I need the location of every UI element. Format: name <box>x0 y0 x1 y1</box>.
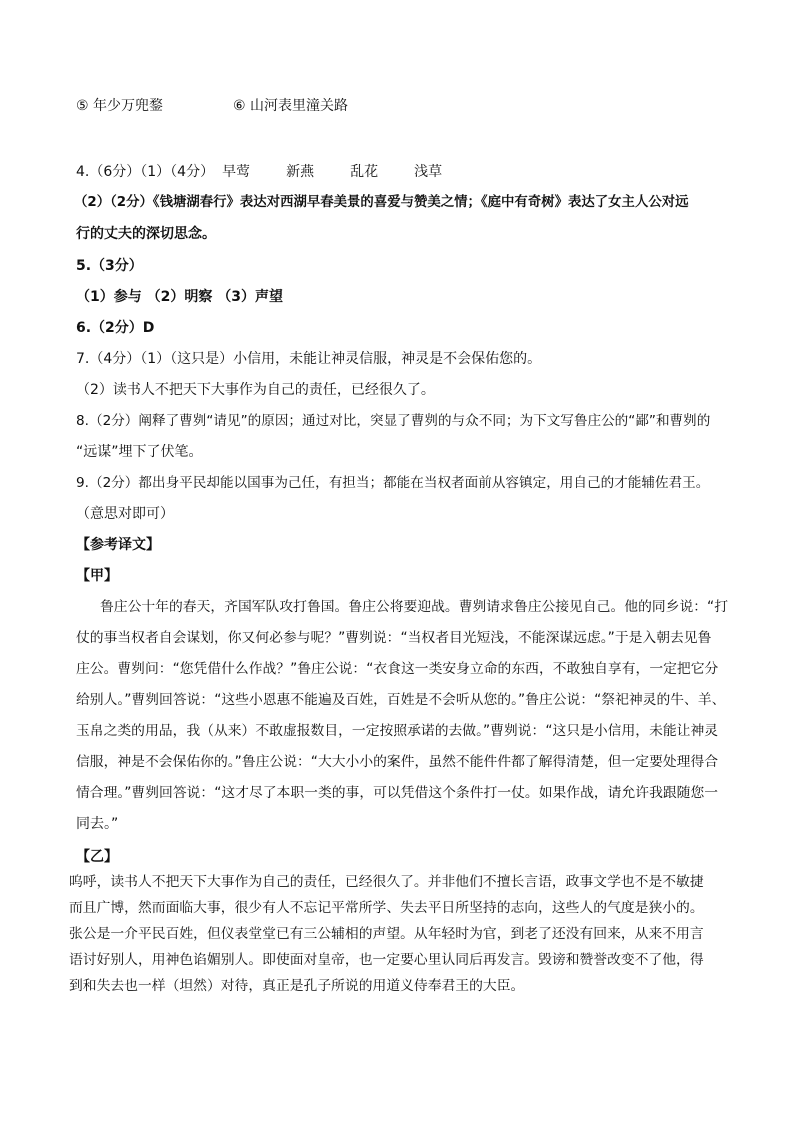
question-4-line-2: （2）（2分）《钱塘湖春行》表达对西湖早春美景的喜爱与赞美之情；《庭中有奇树》表达了女主人公对远 <box>74 195 689 210</box>
jia-line-7: 情合理。”曹刿回答说：“这才尽了本职一类的事，可以凭借这个条件打一仗。如果作战，请允许我跟随您一 <box>76 785 719 801</box>
yi-line-4: 语讨好别人，用神色谄媚别人。即使面对皇帝，也一定要心里认同后再发言。毁谤和赞誉改变不了他，得 <box>69 952 704 968</box>
question-8-line-1: 8.（2分）阐释了曹刿“请见”的原因；通过对比，突显了曹刿的与众不同；为下文写鲁庄公的“鄙”和曹刿的 <box>76 413 711 429</box>
question-9-line-2: （意思对即可） <box>76 506 174 522</box>
question-4-line-1 <box>76 162 442 182</box>
answer-item-6 <box>233 96 348 116</box>
question-6-line-1: 6.（2分）D <box>76 320 155 336</box>
jia-line-5: 玉帛之类的用品，我（从来）不敢虚报数目，一定按照承诺的去做。”曹刿说：“这只是小信用，未能让神灵 <box>76 723 719 739</box>
jia-heading: 【甲】 <box>76 568 118 584</box>
yi-line-1: 呜呼，读书人不把天下大事作为自己的责任，已经很久了。并非他们不擅长言语，政事文学也不是不敏捷 <box>69 874 704 890</box>
answer-item-5 <box>76 96 163 116</box>
question-5-line-1: 5.（3分） <box>76 258 143 274</box>
jia-line-2: 仗的事当权者自会谋划，你又何必参与呢？”曹刿说：“当权者目光短浅，不能深谋远虑。”于是入朝去见鲁 <box>76 630 712 646</box>
q4-word-4: 浅草 <box>414 164 443 180</box>
item-5-text: ⑤ 年少万兜鍪 <box>76 98 164 114</box>
jia-line-4: 给别人。”曹刿回答说：“这些小恩惠不能遍及百姓，百姓是不会听从您的。”鲁庄公说：“祭祀神灵的牛、羊、 <box>76 692 726 708</box>
q4-word-3: 乱花 <box>350 164 379 180</box>
question-7-line-2: （2）读书人不把天下大事作为自己的责任，已经很久了。 <box>76 382 435 398</box>
yi-line-5: 到和失去也一样（坦然）对待，真正是孔子所说的用道义侍奉君王的大臣。 <box>69 978 525 994</box>
question-4-line-3: 行的丈夫的深切思念。 <box>76 226 216 242</box>
jia-line-6: 信服，神是不会保佑你的。”鲁庄公说：“大大小小的案件，虽然不能件件都了解得清楚，但一定要处理得合 <box>76 754 719 770</box>
translation-heading: 【参考译文】 <box>76 537 160 553</box>
yi-heading: 【乙】 <box>76 849 118 865</box>
jia-line-8: 同去。” <box>76 816 119 832</box>
yi-line-2: 而且广博，然而面临大事，很少有人不忘记平常所学、失去平日所坚持的志向，这些人的气度是狭小的。 <box>69 900 704 916</box>
q4-word-2: 新燕 <box>286 164 315 180</box>
item-6-text: ⑥ 山河表里潼关路 <box>233 98 349 114</box>
question-9-line-1: 9.（2分）都出身平民却能以国事为己任，有担当；都能在当权者面前从容镇定，用自己的才能辅佐君王。 <box>76 475 710 491</box>
question-5-line-2: （1）参与 （2）明察 （3）声望 <box>76 289 283 305</box>
question-7-line-1: 7.（4分）（1）（这只是）小信用，未能让神灵信服，神灵是不会保佑您的。 <box>76 351 542 367</box>
jia-line-1: 鲁庄公十年的春天，齐国军队攻打鲁国。鲁庄公将要迎战。曹刿请求鲁庄公接见自己。他的同乡说：“打 <box>100 599 729 615</box>
jia-line-3: 庄公。曹刿问：“您凭借什么作战？”鲁庄公说：“衣食这一类安身立命的东西，不敢独自享有，一定把它分 <box>76 661 719 677</box>
question-8-line-2: “远谋”埋下了伏笔。 <box>76 444 203 460</box>
q4-word-1: 早莺 <box>222 164 251 180</box>
q4-prefix: 4.（6分）（1）（4分） <box>76 164 215 180</box>
yi-line-3: 张公是一介平民百姓，但仪表堂堂已有三公辅相的声望。从年轻时为官，到老了还没有回来，从来不用言 <box>69 926 704 942</box>
